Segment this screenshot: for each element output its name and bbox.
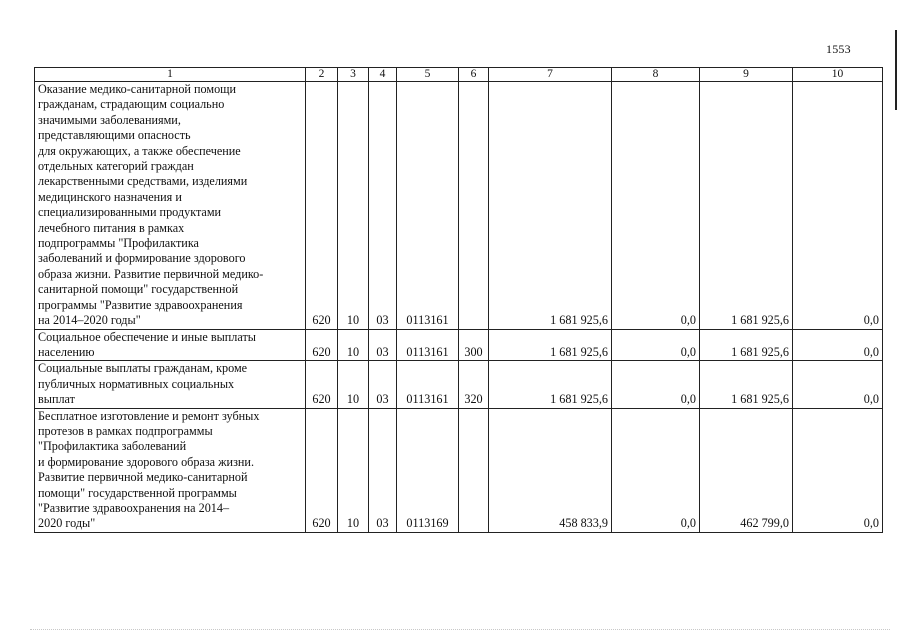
row-amount-col8: 0,0 xyxy=(612,82,700,330)
row-section: 10 xyxy=(338,361,369,408)
header-col-8: 8 xyxy=(612,68,700,82)
budget-table xyxy=(34,67,883,533)
row-expense-type: 300 xyxy=(459,329,489,361)
row-ministry-code: 620 xyxy=(306,329,338,361)
row-expense-type: 320 xyxy=(459,361,489,408)
row-section: 10 xyxy=(338,408,369,532)
header-col-3: 3 xyxy=(338,68,369,82)
header-row xyxy=(35,68,883,82)
row-amount-col8: 0,0 xyxy=(612,329,700,361)
header-col-6: 6 xyxy=(459,68,489,82)
row-amount-col10: 0,0 xyxy=(793,82,883,330)
header-col-9: 9 xyxy=(700,68,793,82)
table-row xyxy=(35,408,883,532)
row-ministry-code: 620 xyxy=(306,361,338,408)
table-row xyxy=(35,361,883,408)
row-target-article: 0113161 xyxy=(397,82,459,330)
row-expense-type xyxy=(459,408,489,532)
row-name: Бесплатное изготовление и ремонт зубных протезов в рамках подпрограммы "Профилактика заболеваний и формирование здорового образа жизни. Развитие первичной медико-санитарной помощи" государственной программы "Развитие здравоохранения на 2014– 2020 годы" xyxy=(35,408,306,532)
row-amount-col10: 0,0 xyxy=(793,408,883,532)
row-amount-total: 1 681 925,6 xyxy=(489,361,612,408)
row-amount-col8: 0,0 xyxy=(612,408,700,532)
header-col-5: 5 xyxy=(397,68,459,82)
row-expense-type xyxy=(459,82,489,330)
scan-edge-line xyxy=(895,30,897,110)
header-col-1: 1 xyxy=(35,68,306,82)
row-target-article: 0113169 xyxy=(397,408,459,532)
table-row xyxy=(35,82,883,330)
row-subsection: 03 xyxy=(369,408,397,532)
row-name: Оказание медико-санитарной помощи гражданам, страдающим социально значимыми заболеваниями, представляющими опасность для окружающих, а также обеспечение отдельных категорий граждан лекарственными средствами, изделиями медицинского назначения и специализированными продуктами лечебного питания в рамках подпрограммы "Профилактика заболеваний и формирование здорового образа жизни. Развитие первичной медико- санитарной помощи" государственной программы "Развитие здравоохранения на 2014–2020 годы" xyxy=(35,82,306,330)
row-name: Социальные выплаты гражданам, кроме публичных нормативных социальных выплат xyxy=(35,361,306,408)
row-amount-col9: 1 681 925,6 xyxy=(700,82,793,330)
row-amount-col10: 0,0 xyxy=(793,329,883,361)
header-col-10: 10 xyxy=(793,68,883,82)
row-amount-col8: 0,0 xyxy=(612,361,700,408)
row-target-article: 0113161 xyxy=(397,361,459,408)
row-amount-total: 1 681 925,6 xyxy=(489,82,612,330)
row-section: 10 xyxy=(338,82,369,330)
header-col-7: 7 xyxy=(489,68,612,82)
row-amount-col10: 0,0 xyxy=(793,361,883,408)
row-subsection: 03 xyxy=(369,361,397,408)
row-subsection: 03 xyxy=(369,329,397,361)
page-number: 1553 xyxy=(826,42,851,56)
row-subsection: 03 xyxy=(369,82,397,330)
row-amount-total: 1 681 925,6 xyxy=(489,329,612,361)
table-row xyxy=(35,329,883,361)
header-col-4: 4 xyxy=(369,68,397,82)
row-target-article: 0113161 xyxy=(397,329,459,361)
scan-noise-line xyxy=(30,629,890,631)
row-name: Социальное обеспечение и иные выплаты населению xyxy=(35,329,306,361)
row-amount-total: 458 833,9 xyxy=(489,408,612,532)
row-amount-col9: 462 799,0 xyxy=(700,408,793,532)
header-col-2: 2 xyxy=(306,68,338,82)
row-section: 10 xyxy=(338,329,369,361)
row-ministry-code: 620 xyxy=(306,408,338,532)
row-amount-col9: 1 681 925,6 xyxy=(700,329,793,361)
row-ministry-code: 620 xyxy=(306,82,338,330)
row-amount-col9: 1 681 925,6 xyxy=(700,361,793,408)
